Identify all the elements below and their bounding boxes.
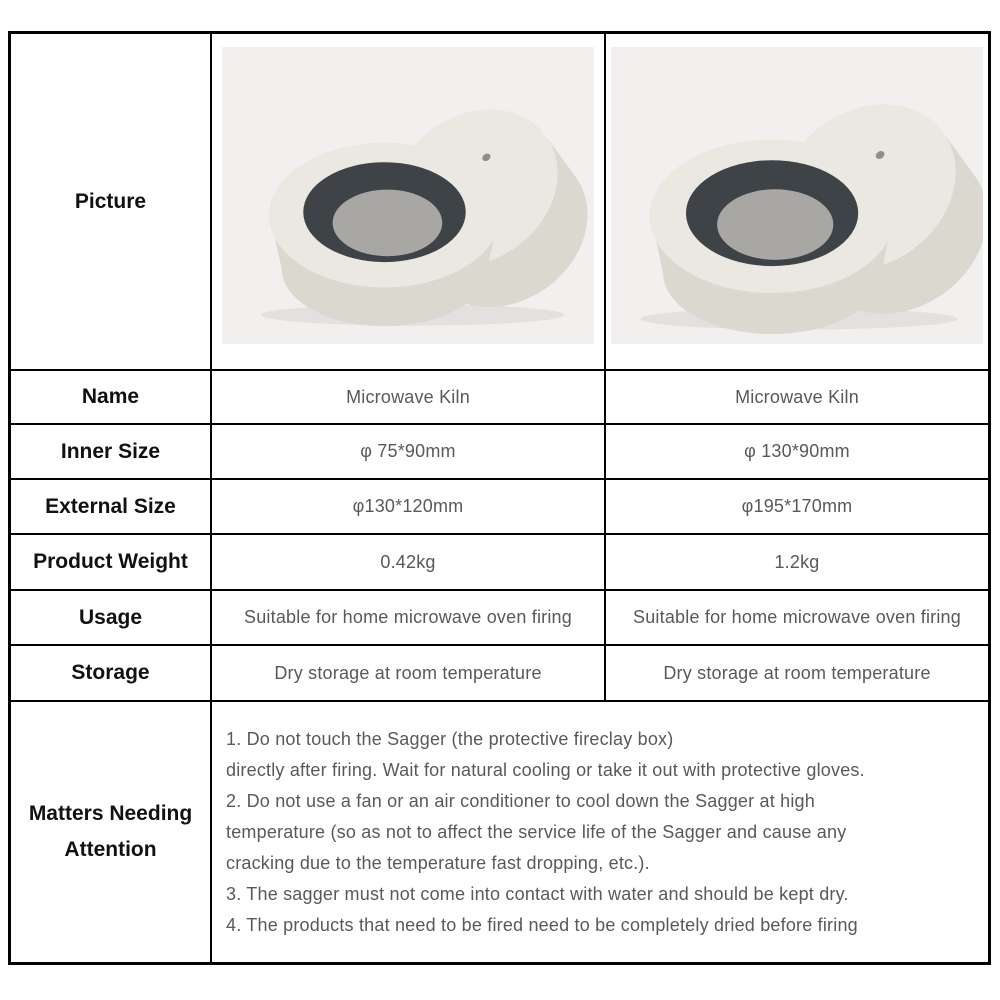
external-size-value-product-1: φ130*120mm — [212, 480, 606, 535]
microwave-kiln-image — [222, 47, 594, 344]
attention-line: 3. The sagger must not come into contact with water and should be kept dry. — [226, 883, 849, 904]
product-photo-cell-2 — [606, 34, 988, 371]
weight-value-product-2: 1.2kg — [606, 535, 988, 591]
microwave-kiln-image — [611, 47, 983, 344]
product-spec-table — [8, 31, 991, 965]
inner-size-value-product-2: φ 130*90mm — [606, 425, 988, 480]
attention-line: 1. Do not touch the Sagger (the protective fireclay box) — [226, 728, 674, 749]
row-label-name: Name — [11, 371, 212, 425]
attention-line: 2. Do not use a fan or an air conditioner to cool down the Sagger at high — [226, 790, 815, 811]
name-value-product-2: Microwave Kiln — [606, 371, 988, 425]
attention-line: directly after firing. Wait for natural cooling or take it out with protective gloves. — [226, 759, 865, 780]
attention-notes — [212, 702, 988, 962]
row-label-usage: Usage — [11, 591, 212, 646]
kiln-base — [650, 139, 895, 334]
storage-value-product-2: Dry storage at room temperature — [606, 646, 988, 702]
weight-value-product-1: 0.42kg — [212, 535, 606, 591]
attention-line: temperature (so as not to affect the service life of the Sagger and cause any — [226, 821, 847, 842]
attention-line: cracking due to the temperature fast dropping, etc.). — [226, 852, 650, 873]
usage-value-product-2: Suitable for home microwave oven firing — [606, 591, 988, 646]
picture-label: Picture — [74, 189, 147, 213]
row-label-attention: Matters Needing Attention — [11, 702, 212, 962]
row-label-picture — [11, 34, 212, 371]
name-value-product-1: Microwave Kiln — [212, 371, 606, 425]
storage-value-product-1: Dry storage at room temperature — [212, 646, 606, 702]
row-label-inner-size: Inner Size — [11, 425, 212, 480]
row-label-product-weight: Product Weight — [11, 535, 212, 591]
product-photo-2 — [611, 47, 983, 344]
product-photo-cell-1 — [212, 34, 606, 371]
product-photo-1 — [222, 47, 594, 344]
external-size-value-product-2: φ195*170mm — [606, 480, 988, 535]
row-label-storage: Storage — [11, 646, 212, 702]
row-label-external-size: External Size — [11, 480, 212, 535]
attention-line: 4. The products that need to be fired need to be completely dried before firing — [226, 914, 858, 935]
kiln-base — [269, 143, 500, 327]
usage-value-product-1: Suitable for home microwave oven firing — [212, 591, 606, 646]
inner-size-value-product-1: φ 75*90mm — [212, 425, 606, 480]
